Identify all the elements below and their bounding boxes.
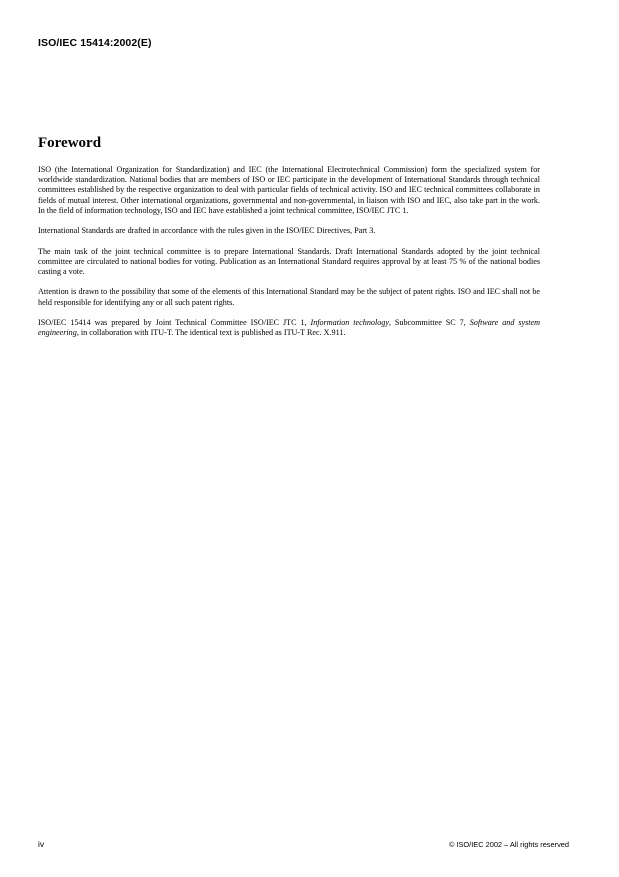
- foreword-body: [38, 165, 540, 349]
- paragraph-preparation: [38, 318, 540, 338]
- paragraph-patent-rights: Attention is drawn to the possibility that some of the elements of this International Standard may be the subject of patent rights. ISO and IEC shall not be held responsible for identifying any or all such patent rights.: [38, 287, 540, 307]
- paragraph-main-task: The main task of the joint technical committee is to prepare International Standards. Draft International Standards adopted by the joint technical committee are circulated to national bodies for voting. Publication as an International Standard requires approval by at least 75 % of the national bodies casting a vote.: [38, 246, 540, 276]
- paragraph-directives: International Standards are drafted in accordance with the rules given in the ISO/IEC Directives, Part 3.: [38, 226, 376, 236]
- preparation-text-1: ISO/IEC 15414 was prepared by Joint Technical Committee ISO/IEC JTC 1,: [38, 317, 311, 327]
- copyright-notice: © ISO/IEC 2002 – All rights reserved: [448, 840, 569, 849]
- page-number: iv: [38, 839, 45, 849]
- preparation-text-3: , in collaboration with ITU-T. The identical text is published as ITU-T Rec. X.911.: [76, 328, 346, 338]
- subcommittee-name-italic: Software and system engineering: [38, 317, 540, 338]
- paragraph-organizations: ISO (the International Organization for Standardization) and IEC (the International Electrotechnical Commission) form the specialized system for worldwide standardization. National bodies that are members of ISO or IEC participate in the development of International Standards through technical committees established by the respective organization to deal with particular fields of technical activity. ISO and IEC technical committees collaborate in fields of mutual interest. Other international organizations, governmental and non-governmental, in liaison with ISO and IEC, also take part in the work. In the field of information technology, ISO and IEC have established a joint technical committee, ISO/IEC JTC 1.: [38, 165, 540, 215]
- preparation-text-2: , Subcommittee SC 7,: [388, 317, 470, 327]
- foreword-heading: Foreword: [38, 135, 102, 151]
- committee-name-italic: Information technology: [310, 317, 389, 327]
- document-identifier: ISO/IEC 15414:2002(E): [38, 37, 152, 49]
